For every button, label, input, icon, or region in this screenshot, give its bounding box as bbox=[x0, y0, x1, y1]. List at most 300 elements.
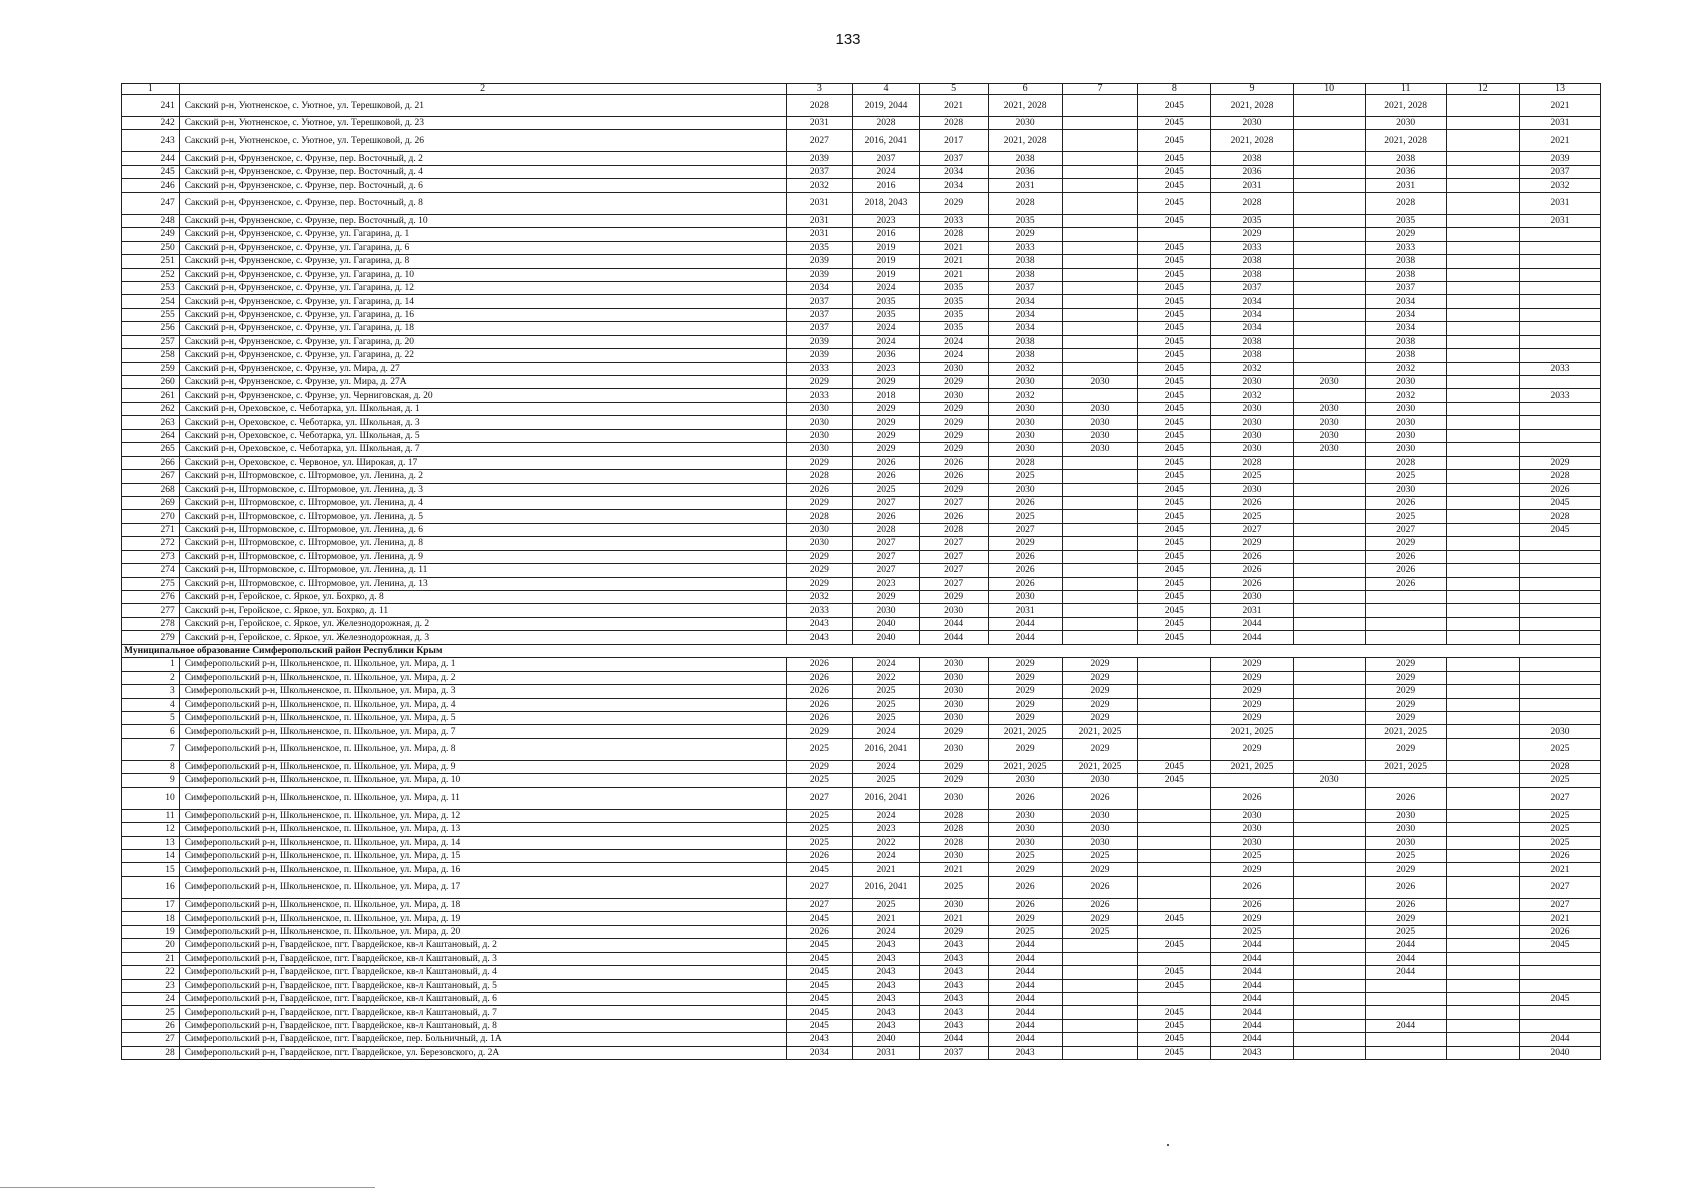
column-header: 4 bbox=[853, 84, 920, 95]
address-cell: Симферопольский р-н, Школьненское, п. Школьное, ул. Мира, д. 13 bbox=[179, 823, 786, 836]
table-row bbox=[122, 725, 1601, 738]
year-cell bbox=[1446, 979, 1519, 992]
year-cell: 2030 bbox=[988, 429, 1062, 442]
year-cell bbox=[1446, 165, 1519, 178]
table-row bbox=[122, 443, 1601, 456]
year-cell: 2033 bbox=[786, 362, 853, 375]
year-cell bbox=[1446, 496, 1519, 509]
table-row bbox=[122, 335, 1601, 348]
year-cell bbox=[1365, 979, 1446, 992]
year-cell bbox=[1293, 523, 1365, 536]
year-cell: 2030 bbox=[1062, 402, 1137, 415]
year-cell: 2023 bbox=[853, 214, 920, 227]
year-cell bbox=[1062, 295, 1137, 308]
column-header: 10 bbox=[1293, 84, 1365, 95]
address-cell: Симферопольский р-н, Школьненское, п. Школьное, ул. Мира, д. 17 bbox=[179, 876, 786, 898]
row-number: 268 bbox=[122, 483, 180, 496]
year-cell bbox=[1062, 228, 1137, 241]
year-cell: 2030 bbox=[919, 362, 988, 375]
year-cell: 2018, 2043 bbox=[853, 192, 920, 214]
year-cell bbox=[1519, 402, 1600, 415]
year-cell: 2026 bbox=[786, 925, 853, 938]
address-cell: Сакский р-н, Фрунзенское, с. Фрунзе, пер. Восточный, д. 6 bbox=[179, 179, 786, 192]
year-cell bbox=[1446, 876, 1519, 898]
address-cell: Сакский р-н, Ореховское, с. Чеботарка, ул. Школьная, д. 1 bbox=[179, 402, 786, 415]
year-cell: 2016, 2041 bbox=[853, 787, 920, 809]
row-number: 20 bbox=[122, 939, 180, 952]
year-cell bbox=[1446, 912, 1519, 925]
year-cell bbox=[1062, 631, 1137, 644]
address-cell: Сакский р-н, Геройское, с. Яркое, ул. Железнодорожная, д. 3 bbox=[179, 631, 786, 644]
year-cell: 2025 bbox=[853, 774, 920, 787]
year-cell: 2045 bbox=[1138, 483, 1211, 496]
row-number: 278 bbox=[122, 617, 180, 630]
table-row bbox=[122, 850, 1601, 863]
year-cell: 2026 bbox=[1365, 496, 1446, 509]
year-cell bbox=[1293, 537, 1365, 550]
table-row bbox=[122, 192, 1601, 214]
year-cell: 2033 bbox=[1365, 241, 1446, 254]
year-cell: 2031 bbox=[1211, 179, 1293, 192]
year-cell bbox=[1293, 295, 1365, 308]
year-cell bbox=[1446, 925, 1519, 938]
year-cell: 2026 bbox=[988, 550, 1062, 563]
address-cell: Симферопольский р-н, Школьненское, п. Школьное, ул. Мира, д. 4 bbox=[179, 698, 786, 711]
table-row bbox=[122, 979, 1601, 992]
year-cell bbox=[1519, 416, 1600, 429]
year-cell: 2029 bbox=[919, 483, 988, 496]
year-cell bbox=[1293, 335, 1365, 348]
year-cell: 2045 bbox=[1138, 631, 1211, 644]
year-cell: 2030 bbox=[988, 402, 1062, 415]
year-cell: 2030 bbox=[919, 711, 988, 724]
year-cell: 2045 bbox=[786, 1019, 853, 1032]
address-cell: Сакский р-н, Фрунзенское, с. Фрунзе, пер. Восточный, д. 4 bbox=[179, 165, 786, 178]
year-cell: 2025 bbox=[1062, 850, 1137, 863]
year-cell: 2045 bbox=[786, 952, 853, 965]
table-row bbox=[122, 308, 1601, 321]
year-cell: 2016 bbox=[853, 228, 920, 241]
table-row bbox=[122, 1033, 1601, 1046]
year-cell: 2045 bbox=[1138, 241, 1211, 254]
year-cell: 2030 bbox=[1365, 429, 1446, 442]
year-cell bbox=[1446, 95, 1519, 117]
row-number: 271 bbox=[122, 523, 180, 536]
address-cell: Сакский р-н, Ореховское, с. Чеботарка, ул. Школьная, д. 7 bbox=[179, 443, 786, 456]
row-number: 25 bbox=[122, 1006, 180, 1019]
year-cell: 2045 bbox=[1519, 523, 1600, 536]
year-cell: 2030 bbox=[919, 658, 988, 671]
year-cell: 2029 bbox=[1062, 671, 1137, 684]
row-number: 16 bbox=[122, 876, 180, 898]
row-number: 276 bbox=[122, 591, 180, 604]
year-cell: 2028 bbox=[853, 117, 920, 130]
year-cell: 2034 bbox=[1211, 308, 1293, 321]
year-cell: 2026 bbox=[1211, 876, 1293, 898]
row-number: 274 bbox=[122, 564, 180, 577]
year-cell: 2026 bbox=[988, 564, 1062, 577]
year-cell: 2030 bbox=[919, 604, 988, 617]
address-cell: Симферопольский р-н, Школьненское, п. Школьное, ул. Мира, д. 14 bbox=[179, 836, 786, 849]
year-cell bbox=[1293, 952, 1365, 965]
year-cell: 2026 bbox=[853, 470, 920, 483]
year-cell: 2037 bbox=[919, 152, 988, 165]
row-number: 259 bbox=[122, 362, 180, 375]
year-cell: 2031 bbox=[786, 214, 853, 227]
year-cell bbox=[1519, 376, 1600, 389]
year-cell: 2029 bbox=[853, 429, 920, 442]
year-cell: 2021, 2028 bbox=[1365, 130, 1446, 152]
table-row bbox=[122, 416, 1601, 429]
year-cell bbox=[1062, 308, 1137, 321]
year-cell: 2033 bbox=[1519, 362, 1600, 375]
row-number: 12 bbox=[122, 823, 180, 836]
year-cell bbox=[1293, 591, 1365, 604]
row-number: 13 bbox=[122, 836, 180, 849]
year-cell bbox=[1446, 1033, 1519, 1046]
year-cell: 2038 bbox=[1211, 255, 1293, 268]
year-cell: 2045 bbox=[1138, 281, 1211, 294]
year-cell bbox=[1138, 925, 1211, 938]
year-cell: 2031 bbox=[786, 192, 853, 214]
table-row bbox=[122, 389, 1601, 402]
year-cell: 2027 bbox=[919, 577, 988, 590]
year-cell: 2045 bbox=[1138, 1019, 1211, 1032]
year-cell bbox=[1138, 787, 1211, 809]
year-cell bbox=[1293, 152, 1365, 165]
scan-artifact-line bbox=[0, 1187, 375, 1188]
row-number: 7 bbox=[122, 738, 180, 760]
table-row bbox=[122, 760, 1601, 773]
year-cell: 2045 bbox=[1138, 1033, 1211, 1046]
year-cell: 2045 bbox=[1519, 992, 1600, 1005]
year-cell: 2029 bbox=[1062, 863, 1137, 876]
year-cell bbox=[1446, 179, 1519, 192]
table-row bbox=[122, 863, 1601, 876]
year-cell: 2026 bbox=[1365, 550, 1446, 563]
year-cell: 2029 bbox=[786, 456, 853, 469]
year-cell: 2028 bbox=[786, 470, 853, 483]
year-cell: 2029 bbox=[786, 564, 853, 577]
year-cell: 2025 bbox=[1211, 510, 1293, 523]
year-cell bbox=[1293, 658, 1365, 671]
row-number: 5 bbox=[122, 711, 180, 724]
year-cell bbox=[1293, 876, 1365, 898]
year-cell: 2029 bbox=[786, 496, 853, 509]
year-cell: 2022 bbox=[853, 836, 920, 849]
year-cell: 2044 bbox=[1211, 966, 1293, 979]
year-cell: 2029 bbox=[853, 591, 920, 604]
year-cell: 2039 bbox=[786, 349, 853, 362]
year-cell: 2026 bbox=[1519, 850, 1600, 863]
year-cell: 2037 bbox=[1519, 165, 1600, 178]
row-number: 275 bbox=[122, 577, 180, 590]
table-row bbox=[122, 496, 1601, 509]
year-cell: 2045 bbox=[1138, 130, 1211, 152]
year-cell: 2030 bbox=[1365, 483, 1446, 496]
year-cell: 2030 bbox=[786, 402, 853, 415]
year-cell: 2044 bbox=[1365, 952, 1446, 965]
year-cell: 2045 bbox=[1138, 537, 1211, 550]
year-cell: 2026 bbox=[988, 876, 1062, 898]
row-number: 261 bbox=[122, 389, 180, 402]
year-cell: 2030 bbox=[919, 787, 988, 809]
year-cell: 2034 bbox=[1365, 295, 1446, 308]
address-cell: Сакский р-н, Уютненское, с. Уютное, ул. Терешковой, д. 21 bbox=[179, 95, 786, 117]
year-cell: 2044 bbox=[919, 617, 988, 630]
table-row bbox=[122, 241, 1601, 254]
year-cell: 2043 bbox=[786, 1033, 853, 1046]
row-number: 9 bbox=[122, 774, 180, 787]
year-cell: 2025 bbox=[1519, 823, 1600, 836]
row-number: 273 bbox=[122, 550, 180, 563]
row-number: 10 bbox=[122, 787, 180, 809]
year-cell: 2028 bbox=[919, 523, 988, 536]
year-cell: 2026 bbox=[786, 698, 853, 711]
year-cell: 2029 bbox=[1062, 658, 1137, 671]
year-cell: 2044 bbox=[1519, 1033, 1600, 1046]
year-cell: 2045 bbox=[786, 863, 853, 876]
year-cell: 2030 bbox=[988, 809, 1062, 822]
year-cell bbox=[1293, 268, 1365, 281]
row-number: 28 bbox=[122, 1046, 180, 1059]
year-cell: 2045 bbox=[1138, 152, 1211, 165]
year-cell bbox=[1062, 268, 1137, 281]
year-cell: 2024 bbox=[853, 925, 920, 938]
row-number: 250 bbox=[122, 241, 180, 254]
year-cell: 2030 bbox=[1293, 402, 1365, 415]
row-number: 266 bbox=[122, 456, 180, 469]
table-row bbox=[122, 925, 1601, 938]
year-cell: 2030 bbox=[1519, 725, 1600, 738]
year-cell bbox=[1138, 809, 1211, 822]
year-cell: 2034 bbox=[1365, 308, 1446, 321]
row-number: 249 bbox=[122, 228, 180, 241]
year-cell bbox=[1138, 698, 1211, 711]
year-cell: 2045 bbox=[1138, 774, 1211, 787]
row-number: 254 bbox=[122, 295, 180, 308]
year-cell bbox=[1446, 362, 1519, 375]
year-cell: 2026 bbox=[853, 510, 920, 523]
year-cell: 2045 bbox=[1519, 496, 1600, 509]
year-cell bbox=[1519, 255, 1600, 268]
year-cell: 2044 bbox=[1211, 1006, 1293, 1019]
table-row bbox=[122, 537, 1601, 550]
year-cell bbox=[1062, 241, 1137, 254]
year-cell: 2025 bbox=[853, 483, 920, 496]
year-cell: 2034 bbox=[786, 281, 853, 294]
year-cell: 2036 bbox=[1211, 165, 1293, 178]
year-cell: 2030 bbox=[988, 443, 1062, 456]
year-cell: 2044 bbox=[1211, 617, 1293, 630]
year-cell: 2024 bbox=[853, 165, 920, 178]
register-table bbox=[121, 83, 1601, 1060]
address-cell: Сакский р-н, Фрунзенское, с. Фрунзе, пер. Восточный, д. 10 bbox=[179, 214, 786, 227]
year-cell: 2025 bbox=[1519, 738, 1600, 760]
year-cell: 2026 bbox=[1211, 564, 1293, 577]
year-cell: 2030 bbox=[1293, 774, 1365, 787]
year-cell: 2026 bbox=[988, 787, 1062, 809]
year-cell bbox=[1062, 483, 1137, 496]
year-cell: 2037 bbox=[786, 322, 853, 335]
year-cell: 2038 bbox=[1365, 349, 1446, 362]
row-number: 267 bbox=[122, 470, 180, 483]
year-cell bbox=[1293, 760, 1365, 773]
year-cell bbox=[1446, 523, 1519, 536]
year-cell bbox=[1293, 939, 1365, 952]
year-cell: 2045 bbox=[1138, 295, 1211, 308]
year-cell bbox=[1446, 836, 1519, 849]
year-cell: 2024 bbox=[853, 850, 920, 863]
year-cell bbox=[1293, 470, 1365, 483]
year-cell: 2038 bbox=[1365, 255, 1446, 268]
year-cell: 2045 bbox=[1138, 179, 1211, 192]
year-cell: 2043 bbox=[919, 992, 988, 1005]
year-cell bbox=[1062, 281, 1137, 294]
address-cell: Сакский р-н, Фрунзенское, с. Фрунзе, пер. Восточный, д. 2 bbox=[179, 152, 786, 165]
row-number: 24 bbox=[122, 992, 180, 1005]
year-cell: 2029 bbox=[919, 760, 988, 773]
year-cell: 2038 bbox=[988, 268, 1062, 281]
year-cell: 2027 bbox=[853, 496, 920, 509]
address-cell: Сакский р-н, Ореховское, с. Чеботарка, ул. Школьная, д. 3 bbox=[179, 416, 786, 429]
year-cell: 2024 bbox=[853, 335, 920, 348]
year-cell: 2030 bbox=[1365, 836, 1446, 849]
year-cell bbox=[1293, 550, 1365, 563]
year-cell: 2022 bbox=[853, 671, 920, 684]
year-cell bbox=[1446, 658, 1519, 671]
year-cell: 2030 bbox=[786, 416, 853, 429]
year-cell bbox=[1293, 496, 1365, 509]
year-cell bbox=[1062, 255, 1137, 268]
year-cell: 2035 bbox=[1211, 214, 1293, 227]
year-cell bbox=[1138, 876, 1211, 898]
year-cell: 2019, 2044 bbox=[853, 95, 920, 117]
year-cell: 2029 bbox=[1211, 537, 1293, 550]
year-cell: 2030 bbox=[988, 774, 1062, 787]
address-cell: Симферопольский р-н, Школьненское, п. Школьное, ул. Мира, д. 11 bbox=[179, 787, 786, 809]
year-cell: 2030 bbox=[1062, 836, 1137, 849]
year-cell: 2029 bbox=[1211, 863, 1293, 876]
year-cell: 2032 bbox=[1365, 389, 1446, 402]
year-cell: 2044 bbox=[1211, 979, 1293, 992]
year-cell: 2043 bbox=[853, 979, 920, 992]
year-cell: 2021, 2028 bbox=[1211, 95, 1293, 117]
year-cell bbox=[1062, 165, 1137, 178]
year-cell bbox=[1519, 429, 1600, 442]
year-cell: 2021, 2025 bbox=[1062, 760, 1137, 773]
year-cell bbox=[1138, 685, 1211, 698]
year-cell: 2025 bbox=[853, 698, 920, 711]
table-row bbox=[122, 738, 1601, 760]
table-row bbox=[122, 483, 1601, 496]
year-cell: 2043 bbox=[919, 966, 988, 979]
address-cell: Сакский р-н, Фрунзенское, с. Фрунзе, пер. Восточный, д. 8 bbox=[179, 192, 786, 214]
address-cell: Сакский р-н, Фрунзенское, с. Фрунзе, ул. Черниговская, д. 20 bbox=[179, 389, 786, 402]
year-cell bbox=[1293, 738, 1365, 760]
year-cell bbox=[1062, 470, 1137, 483]
year-cell: 2029 bbox=[1211, 228, 1293, 241]
year-cell: 2024 bbox=[853, 281, 920, 294]
row-number: 22 bbox=[122, 966, 180, 979]
year-cell: 2031 bbox=[1365, 179, 1446, 192]
year-cell bbox=[1293, 214, 1365, 227]
year-cell: 2021, 2025 bbox=[1062, 725, 1137, 738]
year-cell: 2029 bbox=[1365, 658, 1446, 671]
year-cell bbox=[1293, 863, 1365, 876]
year-cell: 2035 bbox=[919, 295, 988, 308]
year-cell: 2040 bbox=[1519, 1046, 1600, 1059]
year-cell: 2044 bbox=[988, 952, 1062, 965]
year-cell: 2026 bbox=[1211, 898, 1293, 911]
year-cell bbox=[1519, 550, 1600, 563]
year-cell: 2026 bbox=[919, 470, 988, 483]
year-cell bbox=[1365, 617, 1446, 630]
year-cell: 2026 bbox=[988, 496, 1062, 509]
year-cell: 2030 bbox=[1293, 443, 1365, 456]
year-cell: 2025 bbox=[1211, 470, 1293, 483]
year-cell bbox=[1446, 443, 1519, 456]
year-cell: 2029 bbox=[988, 228, 1062, 241]
year-cell: 2028 bbox=[919, 823, 988, 836]
year-cell: 2045 bbox=[1138, 429, 1211, 442]
year-cell bbox=[1293, 308, 1365, 321]
year-cell bbox=[1293, 809, 1365, 822]
year-cell: 2030 bbox=[1211, 376, 1293, 389]
table-row bbox=[122, 787, 1601, 809]
year-cell: 2026 bbox=[786, 685, 853, 698]
year-cell: 2045 bbox=[1138, 510, 1211, 523]
year-cell: 2021 bbox=[919, 268, 988, 281]
table-row bbox=[122, 591, 1601, 604]
year-cell: 2043 bbox=[919, 952, 988, 965]
table-row bbox=[122, 698, 1601, 711]
year-cell: 2044 bbox=[988, 617, 1062, 630]
year-cell bbox=[1293, 685, 1365, 698]
year-cell bbox=[1062, 362, 1137, 375]
year-cell: 2025 bbox=[1211, 850, 1293, 863]
year-cell: 2045 bbox=[1138, 165, 1211, 178]
year-cell bbox=[1293, 1006, 1365, 1019]
year-cell: 2029 bbox=[853, 416, 920, 429]
year-cell bbox=[1138, 725, 1211, 738]
page-number: 133 bbox=[835, 31, 861, 48]
year-cell: 2028 bbox=[988, 192, 1062, 214]
year-cell bbox=[1293, 255, 1365, 268]
row-number: 19 bbox=[122, 925, 180, 938]
year-cell: 2038 bbox=[1365, 152, 1446, 165]
year-cell: 2045 bbox=[1138, 268, 1211, 281]
year-cell bbox=[1519, 335, 1600, 348]
scan-artifact-dot bbox=[1167, 1144, 1169, 1146]
year-cell: 2026 bbox=[1519, 925, 1600, 938]
year-cell bbox=[1293, 564, 1365, 577]
year-cell bbox=[1365, 631, 1446, 644]
year-cell: 2028 bbox=[1519, 760, 1600, 773]
year-cell: 2029 bbox=[1211, 711, 1293, 724]
year-cell bbox=[1062, 1046, 1137, 1059]
address-cell: Симферопольский р-н, Школьненское, п. Школьное, ул. Мира, д. 1 bbox=[179, 658, 786, 671]
year-cell bbox=[1519, 322, 1600, 335]
year-cell: 2045 bbox=[1138, 192, 1211, 214]
year-cell bbox=[1138, 992, 1211, 1005]
table-row bbox=[122, 577, 1601, 590]
year-cell bbox=[1211, 774, 1293, 787]
year-cell: 2044 bbox=[919, 631, 988, 644]
year-cell: 2030 bbox=[1293, 376, 1365, 389]
address-cell: Сакский р-н, Фрунзенское, с. Фрунзе, ул. Гагарина, д. 12 bbox=[179, 281, 786, 294]
year-cell: 2025 bbox=[853, 711, 920, 724]
